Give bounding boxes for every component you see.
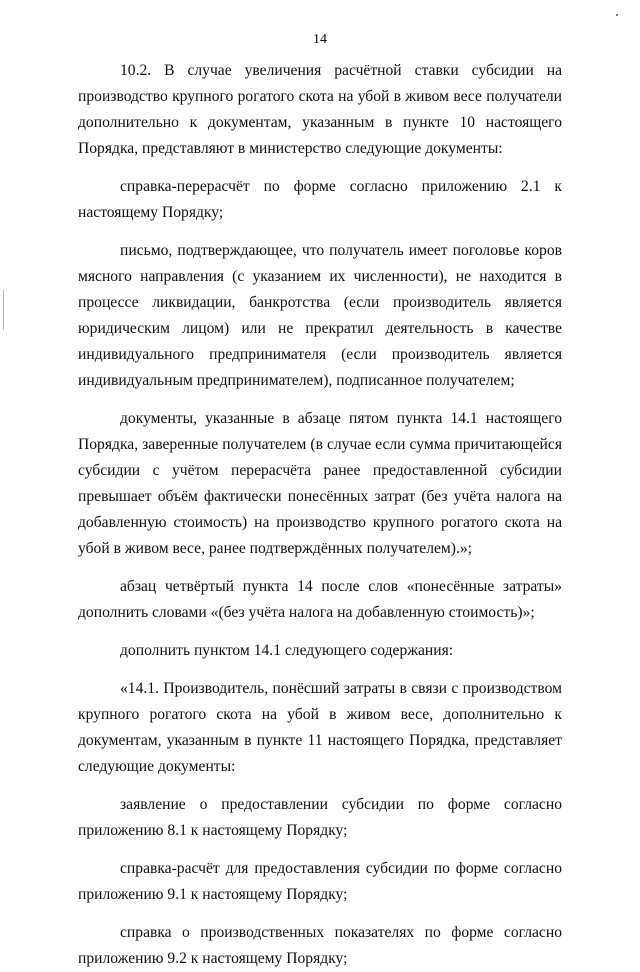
paragraph: справка о производственных показателях по форме согласно приложению 9.2 к настоящему Порядку; — [78, 924, 562, 967]
paragraph: документы, указанные в абзаце пятом пункта 14.1 настоящего Порядка, заверенные получателем (в случае если сумма причитающейся субсидии с учётом перерасчёта ранее предоставленной субсидии превышает объём фактически понесённых затрат (без учёта налога на добавленную стоимость) на производство крупного рогатого скота на убой в живом весе, ранее подтверждённых получателем).»; — [78, 410, 562, 557]
paragraph: «14.1. Производитель, понёсший затраты в связи с производством крупного рогатого скота на убой в живом весе, дополнительно к документам, указанным в пункте 11 настоящего Порядка, представляет следующие документы: — [78, 680, 562, 775]
paragraph: абзац четвёртый пункта 14 после слов «понесённые затраты» дополнить словами «(без учёта налога на добавленную стоимость)»; — [78, 578, 562, 621]
paragraph: справка-перерасчёт по форме согласно приложению 2.1 к настоящему Порядку; — [78, 178, 562, 221]
scan-artifact — [3, 290, 4, 330]
paragraph: письмо, подтверждающее, что получатель имеет поголовье коров мясного направления (с указанием их численности), не находится в процессе ликвидации, банкротства (если производитель является юридическим лицом) или не прекратил деятельность в качестве индивидуального предпринимателя (если производитель является индивидуальным предпринимателем), подписанное получателем; — [78, 242, 562, 389]
paragraph: справка-расчёт для предоставления субсидии по форме согласно приложению 9.1 к настоящему Порядку; — [78, 860, 562, 903]
paragraph: 10.2. В случае увеличения расчётной ставки субсидии на производство крупного рогатого скота на убой в живом весе получатели дополнительно к документам, указанным в пункте 10 настоящего Порядка, представляют в министерство следующие документы: — [78, 62, 562, 157]
paragraph: дополнить пунктом 14.1 следующего содержания: — [120, 642, 454, 659]
document-body — [78, 58, 562, 972]
scan-artifact — [616, 14, 618, 16]
page-number: 14 — [313, 32, 327, 47]
paragraph: заявление о предоставлении субсидии по форме согласно приложению 8.1 к настоящему Порядку; — [78, 796, 562, 839]
